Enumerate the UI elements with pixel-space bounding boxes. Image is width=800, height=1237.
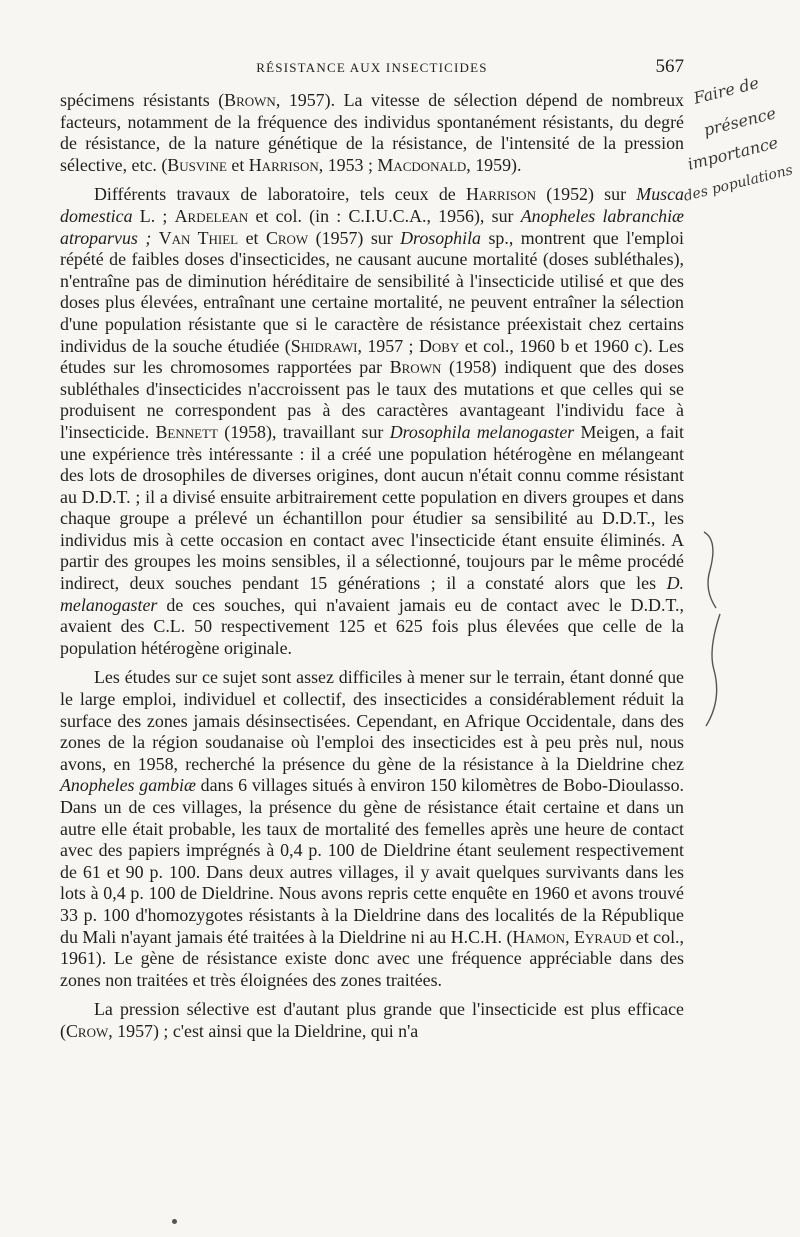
author-citation: Van Thiel — [158, 227, 239, 248]
text-run: de ces souches, qui n'avaient jamais eu de contact avec le D.D.T., avaient des C.L. 50 respectivement 125 et 625 fois plus élevées que celle de la population hétérogène originale. — [60, 594, 684, 658]
species-name: Anopheles labranchiæ atroparvus ; — [60, 205, 684, 248]
text-run: , 1957). La vitesse de sélection dépend de nombreux facteurs, notamment de la fréquence des individus spontanément résistants, du degré de résistance, de la nature génétique de la résistance, de l'intensité de la pression sélective, etc. ( — [60, 90, 685, 175]
author-citation: Brown — [389, 357, 442, 378]
text-run: Différents travaux de laboratoire, tels ceux de — [94, 184, 466, 205]
margin-note: des populations — [682, 162, 795, 205]
paragraph-2 — [60, 184, 684, 659]
body-text — [60, 90, 684, 1043]
text-run: (1957) sur — [308, 227, 401, 248]
author-citation: Crow — [265, 227, 309, 248]
author-citation: Shidrawi — [290, 335, 358, 356]
text-run — [151, 228, 158, 248]
margin-note: Faire de — [691, 73, 761, 108]
ink-dot — [172, 1219, 177, 1224]
author-citation: Eyraud — [574, 926, 632, 947]
text-run: et — [238, 227, 266, 248]
text-run: spécimens résistants ( — [60, 90, 225, 110]
text-run: et col., 1961). Le gène de résistance existe donc avec une fréquence appréciable dans des zones non traitées et très éloignées des zones traitées. — [60, 926, 684, 990]
text-run: (1958), travaillant sur — [217, 421, 390, 442]
species-name: Drosophila melanogaster — [389, 421, 575, 442]
author-citation: Ardelean — [174, 205, 249, 226]
species-name: D. melanogaster — [60, 573, 684, 615]
text-run: et col., 1960 b et 1960 c). Les études sur les chromosomes rapportées par — [60, 335, 684, 378]
author-citation: Brown — [224, 90, 276, 110]
running-title: RÉSISTANCE AUX INSECTICIDES — [256, 60, 488, 75]
paragraph-1 — [60, 90, 684, 176]
margin-note: présence — [701, 103, 778, 140]
text-run: dans 6 villages situés à environ 150 kilomètres de Bobo-Dioulasso. Dans un de ces villages, la présence du gène de résistance était certaine et dans un autre elle était probable, les taux de mortalité des femelles après une heure de contact avec des papiers imprégnés à 0,4 p. 100 de Dieldrine étant seulement respectivement de 61 et 90 p. 100. Dans deux autres villages, il y avait quelques survivants dans les lots à 0,4 p. 100 de Dieldrine. Nous avons repris cette enquête en 1960 et avons trouvé 33 p. 100 d'homozygotes résistants à la Dieldrine dans des localités de la République du Mali n'ayant jamais été traitées à la Dieldrine ni au H.C.H. ( — [60, 775, 684, 947]
text-run: La pression sélective est d'autant plus grande que l'insecticide est plus efficace ( — [60, 999, 684, 1041]
text-run: (1958) indiquent que des doses subléthales d'insecticides n'accroissent pas le taux des mutations et que celles qui se produisent ne correspondent pas à des caractères avantageant l'individu face à l'insecticide. — [60, 357, 685, 442]
text-run: L. ; — [132, 205, 175, 226]
text-run: Meigen, a fait une expérience très intéressante : il a créé une population hétérogène en mélangeant des lots de drosophiles de diverses origines, dont aucun n'était connu comme résistant au D.D.T. ; il a divisé ensuite arbitrairement cette population en divers groupes et dans chaque groupe a prélevé un échantillon pour étudier sa sensibilité au D.D.T., les individus mis à cette occasion en contact avec l'insecticide étant ensuite éliminés. A partir des groupes les moins sensibles, il a sélectionné, toujours par le même procédé indirect, deux souches pendant 15 générations ; il a constaté alors que les — [60, 421, 685, 594]
species-name: Drosophila — [400, 227, 481, 248]
margin-bracket-mark — [700, 530, 730, 610]
author-citation: Harrison — [248, 154, 319, 175]
text-run: Les études sur ce sujet sont assez difficiles à mener sur le terrain, étant donné que le large emploi, individuel et collectif, des insecticides a considérablement réduit la surface des zones jamais désinsectisées. Cependant, en Afrique Occidentale, dans des zones de la région soudanaise où l'emploi des insecticides est à peu près nul, nous avons, en 1958, recherché la présence du gène de la résistance à la Dieldrine chez — [60, 667, 684, 774]
author-citation: Crow — [65, 1020, 109, 1041]
paragraph-4 — [60, 999, 684, 1042]
author-citation: Harrison — [465, 184, 536, 205]
text-run: (1952) sur — [535, 184, 637, 205]
text-run: , 1953 ; — [318, 154, 378, 175]
author-citation: Bennett — [155, 421, 218, 442]
text-run: et col. (in : C.I.U.C.A., 1956), sur — [248, 205, 521, 226]
text-run: et — [226, 154, 249, 175]
paragraph-3 — [60, 667, 684, 991]
page-number: 567 — [655, 56, 684, 77]
author-citation: Hamon — [512, 926, 566, 947]
species-name: Anopheles gambiæ — [60, 775, 196, 796]
margin-note: importance — [685, 132, 780, 174]
margin-bracket-mark — [700, 610, 730, 730]
running-head — [60, 56, 684, 80]
text-run: , 1957) ; c'est ainsi que la Dieldrine, qui n'a — [108, 1020, 419, 1041]
handwritten-margin-notes — [682, 73, 800, 208]
species-name: Musca domestica — [60, 184, 684, 226]
author-citation: Macdonald — [377, 154, 467, 175]
text-run: sp., montrent que l'emploi répété de faibles doses d'insecticides, ne causant aucune mortalité (doses subléthales), n'entraîne pas de diminution héréditaire de sensibilité à l'insecticide utilisé et que des doses plus élevées, entraînant une certaine mortalité, ne peuvent entraîner la sélection d'une population résistante que si le caractère de résistance préexistait chez certains individus de la souche étudiée ( — [60, 227, 684, 356]
text-run: , 1957 ; — [357, 335, 419, 356]
text-run: , 1959). — [466, 154, 522, 175]
author-citation: Doby — [418, 335, 460, 356]
author-citation: Busvine — [167, 154, 227, 175]
text-run: , — [565, 926, 575, 947]
